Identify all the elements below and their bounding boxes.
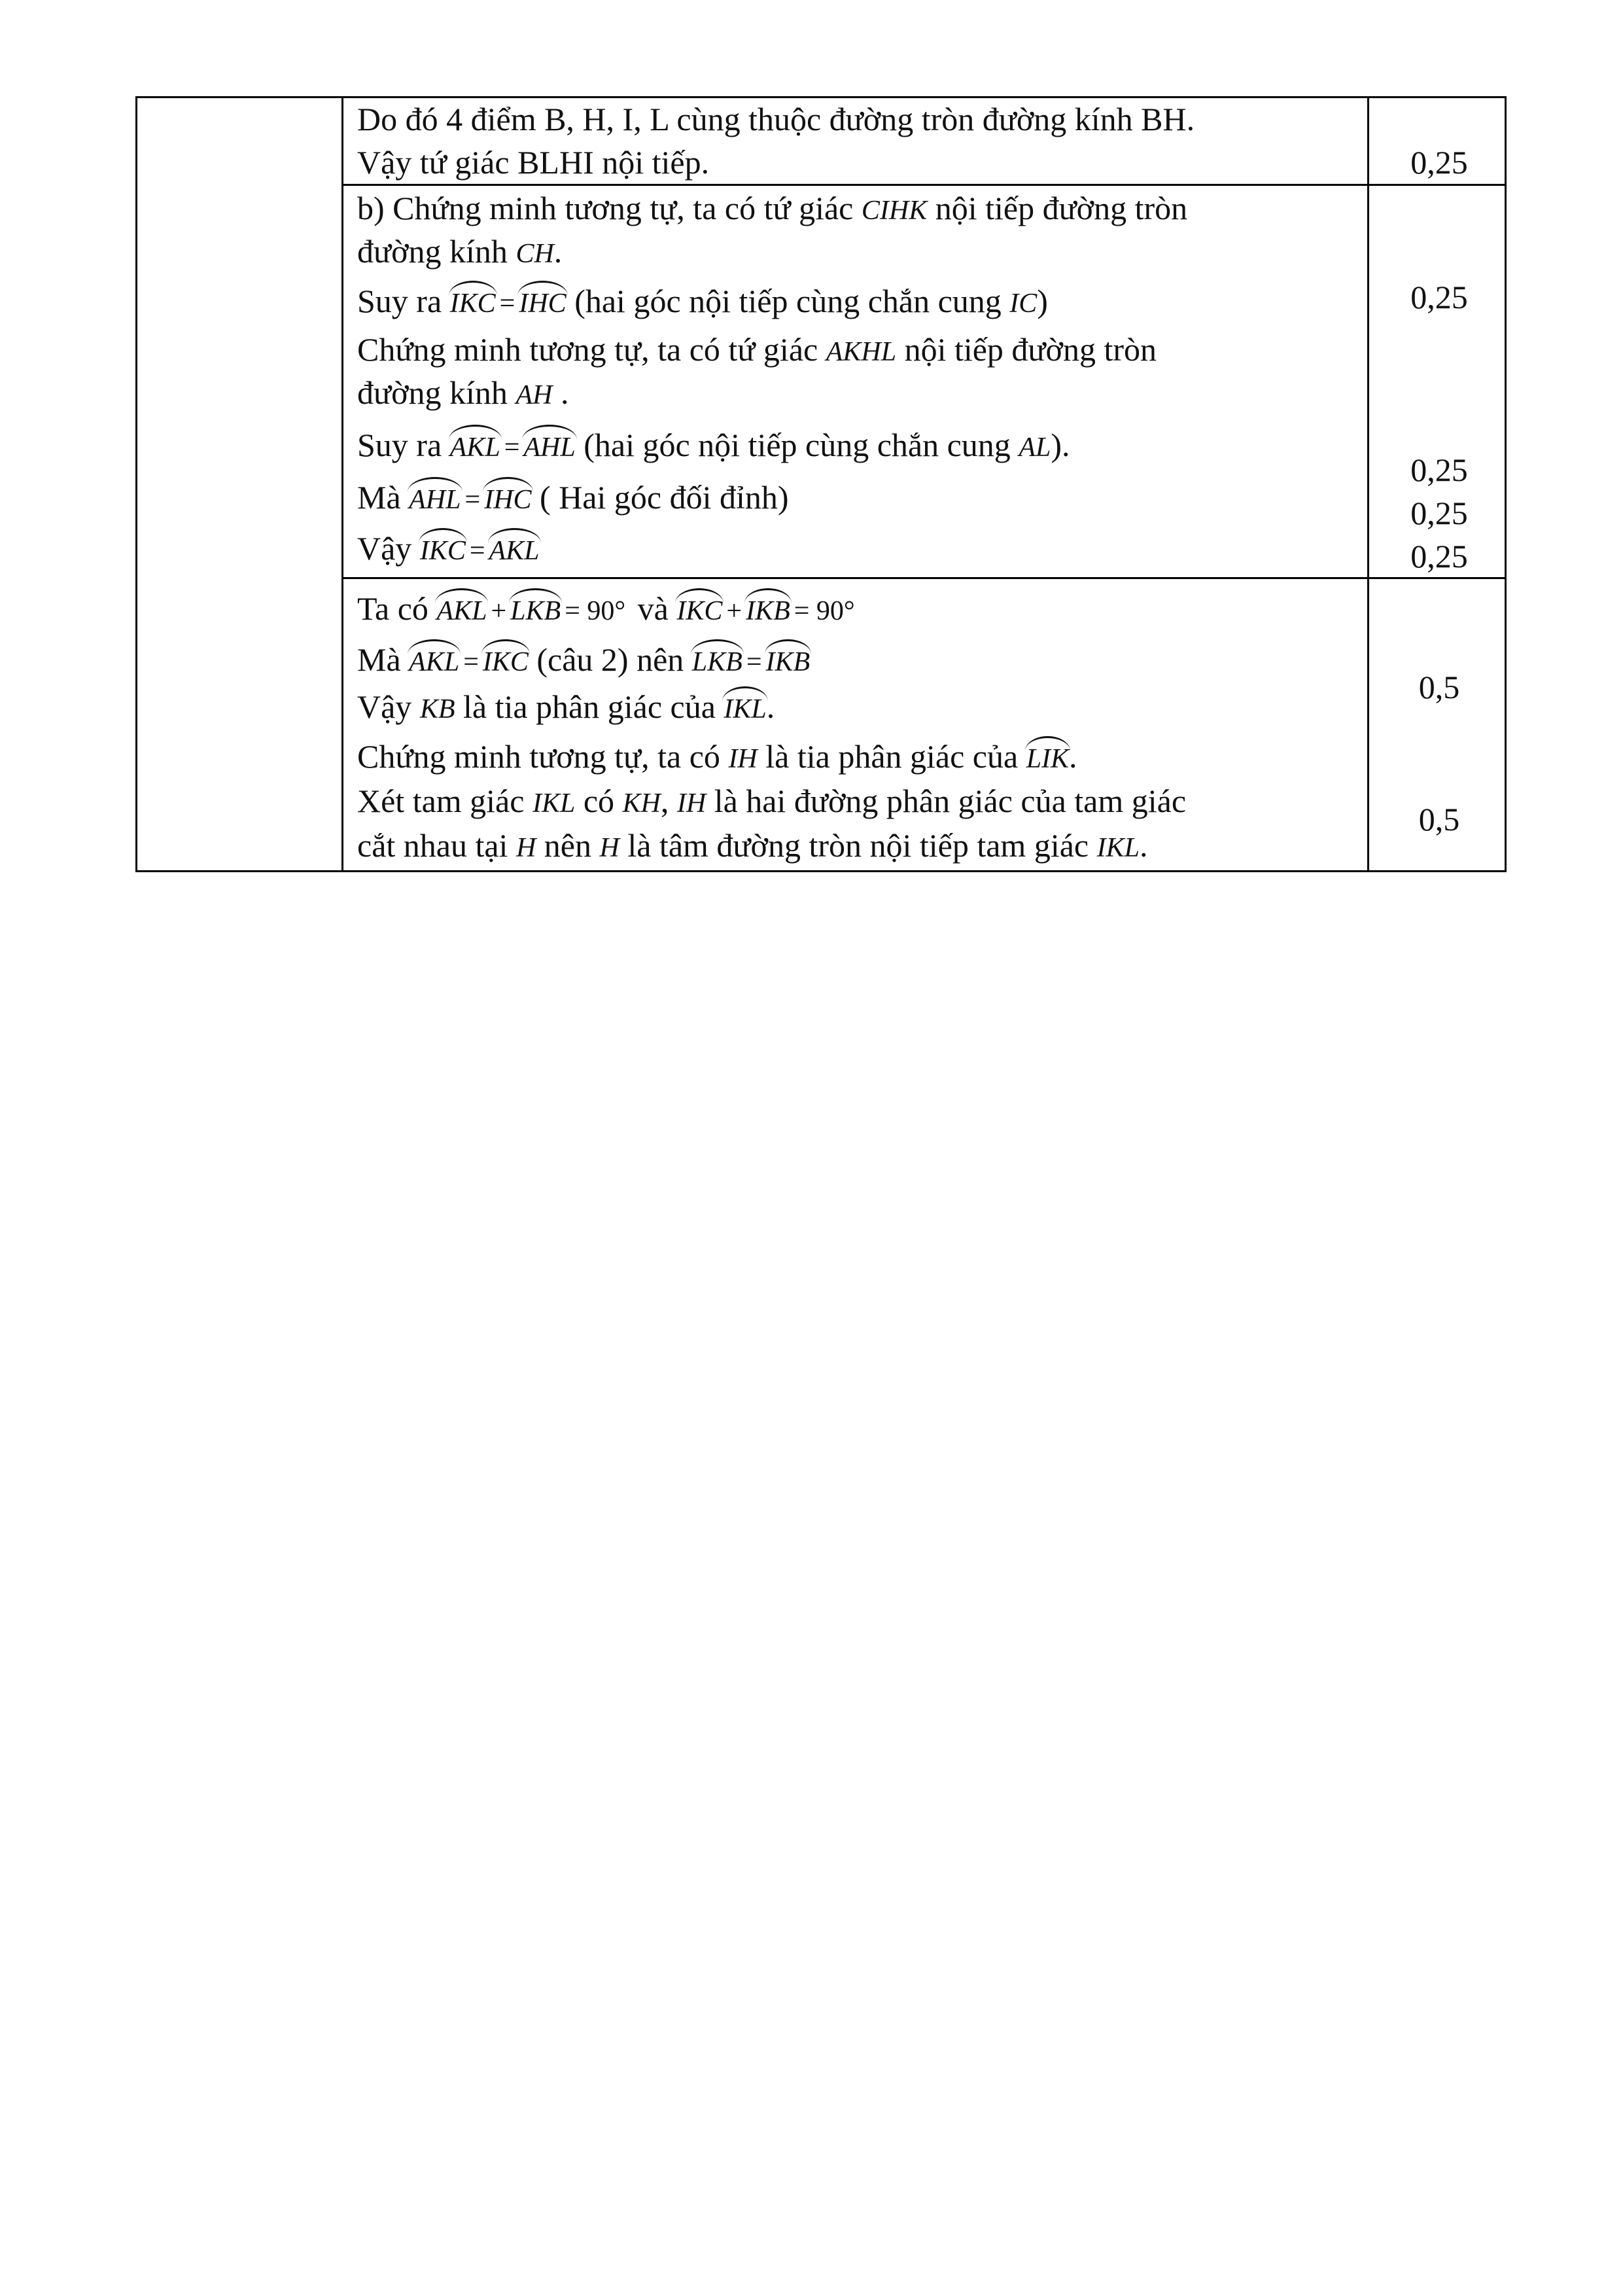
row3-score-1: 0,5 [1418,669,1460,705]
row2-score-3: 0,25 [1410,495,1468,531]
row2-line-5: đường kính AH . [357,374,569,411]
table-divider-2 [1367,96,1369,872]
row3-line-5: Xét tam giác IKL có KH, IH là hai đường phân giác của tam giác [357,783,1187,819]
table-divider-1 [341,96,343,872]
row2-score-4: 0,25 [1410,538,1468,574]
row2-score-1: 0,25 [1410,279,1468,315]
table-border-left [135,96,137,872]
row2-line-3: Suy ra IKC = IHC (hai góc nội tiếp cùng chắn cung IC) [357,283,1048,319]
row3-line-3: Vậy KB là tia phân giác của IKL. [357,688,775,725]
row-divider-1 [341,184,1507,186]
row1-score: 0,25 [1410,144,1468,181]
row3-score-2: 0,5 [1418,801,1460,838]
row2-line-6: Suy ra AKL = AHL (hai góc nội tiếp cùng chắn cung AL). [357,427,1070,463]
row3-line-1: Ta có AKL + LKB = 90° và IKC + IKB = 90° [357,590,855,627]
row3-line-4: Chứng minh tương tự, ta có IH là tia phân giác của LIK. [357,738,1077,775]
row2-line-4: Chứng minh tương tự, ta có tứ giác AKHL nội tiếp đường tròn [357,331,1157,368]
row3-line-6: cắt nhau tại H nên H là tâm đường tròn nội tiếp tam giác IKL. [357,827,1148,864]
row2-line-2: đường kính CH. [357,233,563,270]
row2-line-7: Mà AHL = IHC ( Hai góc đối đỉnh) [357,479,789,516]
row2-score-2: 0,25 [1410,451,1468,488]
row2-line-8: Vậy IKC = AKL [357,530,540,567]
row1-line-2: Vậy tứ giác BLHI nội tiếp. [357,144,710,181]
row3-line-2: Mà AKL = IKC (câu 2) nên LKB = IKB [357,641,811,678]
row-divider-2 [341,577,1507,579]
row1-line-1: Do đó 4 điểm B, H, I, L cùng thuộc đường tròn đường kính BH. [357,101,1195,137]
row2-line-1: b) Chứng minh tương tự, ta có tứ giác CIHK nội tiếp đường tròn [357,190,1188,226]
table-border-bottom [135,870,1507,872]
